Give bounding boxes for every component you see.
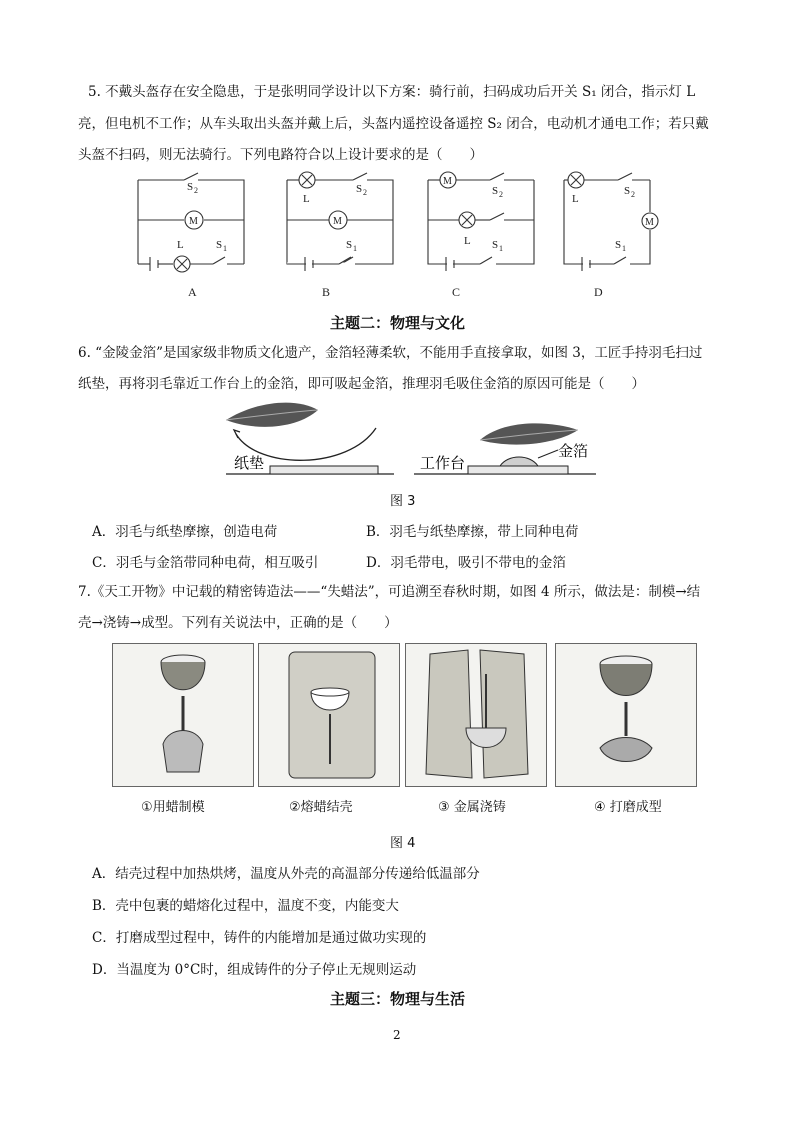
circuit-b-label: B	[322, 285, 331, 299]
panel-caption-3: ③ 金属浇铸	[438, 800, 506, 815]
circuit-diagrams	[120, 168, 680, 303]
c-s1-sub: 1	[499, 244, 503, 253]
pad-label: 纸垫	[234, 456, 265, 472]
q7-line-2: 壳→浇铸→成型。下列有关说法中，正确的是（ ）	[78, 615, 398, 631]
q7-option-b[interactable]: B．壳中包裹的蜡熔化过程中，温度不变，内能变大	[92, 898, 399, 914]
panel-metal-casting	[405, 643, 547, 787]
circuit-c-label: C	[452, 285, 461, 299]
q7-option-c[interactable]: C．打磨成型过程中，铸件的内能增加是通过做功实现的	[92, 930, 427, 946]
d-s1-label: S	[615, 239, 622, 251]
d-s2-sub: 2	[631, 190, 635, 199]
q5-line-1: 5. 不戴头盔存在安全隐患，于是张明同学设计以下方案：骑行前，扫码成功后开关 S₁ 闭合，指示灯 L	[88, 84, 696, 100]
q7-option-d[interactable]: D．当温度为 0°C时，组成铸件的分子停止无规则运动	[92, 962, 417, 978]
q6-option-c[interactable]: C．羽毛与金箔带同种电荷，相互吸引	[92, 555, 319, 571]
d-motor-label: M	[645, 217, 654, 228]
q5-line-3: 头盔不扫码，则无法骑行。下列电路符合以上设计要求的是（ ）	[78, 147, 483, 163]
a-s1-sub: 1	[223, 244, 227, 253]
b-motor-label: M	[333, 216, 342, 227]
foil-label: 金箔	[558, 444, 589, 460]
circuit-d-label: D	[594, 285, 603, 299]
c-s2-label: S	[492, 185, 499, 197]
c-lamp-label: L	[464, 235, 471, 247]
b-s2-label: S	[356, 183, 363, 195]
table-label: 工作台	[420, 456, 466, 472]
q7-line-1: 7.《天工开物》中记载的精密铸造法——“失蜡法”，可追溯至春秋时期，如图 4 所示，做法是：制模→结	[78, 584, 701, 600]
a-lamp-label: L	[177, 239, 184, 251]
panel-caption-1: ①用蜡制模	[141, 800, 205, 815]
b-s1-label: S	[346, 239, 353, 251]
q6-line-2: 纸垫，再将羽毛靠近工作台上的金箔，即可吸起金箔，推理羽毛吸住金箔的原因可能是（ ）	[78, 376, 645, 392]
figure-3	[218, 398, 598, 478]
theme3-heading: 主题三：物理与生活	[330, 990, 466, 1008]
panel-melt-shell	[258, 643, 400, 787]
b-lamp-label: L	[303, 193, 310, 205]
figure-3-caption: 图 3	[390, 494, 416, 509]
c-s1-label: S	[492, 239, 499, 251]
b-s1-sub: 1	[353, 244, 357, 253]
q6-option-a[interactable]: A．羽毛与纸垫摩擦，创造电荷	[92, 524, 278, 540]
d-s2-label: S	[624, 185, 631, 197]
panel-wax-model	[112, 643, 254, 787]
a-s2-label: S	[187, 181, 194, 193]
c-motor-label: M	[443, 176, 452, 187]
q5-line-2: 亮，但电机不工作；从车头取出头盔并戴上后，头盔内遥控设备遥控 S₂ 闭合，电动机才通电工作；若只戴	[78, 116, 709, 132]
q6-option-d[interactable]: D．羽毛带电，吸引不带电的金箔	[366, 555, 566, 571]
d-s1-sub: 1	[622, 244, 626, 253]
figure-4-caption: 图 4	[390, 836, 416, 851]
a-s2-sub: 2	[194, 186, 198, 195]
q6-option-b[interactable]: B．羽毛与纸垫摩擦，带上同种电荷	[366, 524, 579, 540]
theme2-heading: 主题二：物理与文化	[330, 314, 466, 332]
q7-option-a[interactable]: A．结壳过程中加热烘烤，温度从外壳的高温部分传递给低温部分	[92, 866, 480, 882]
panel-caption-2: ②熔蜡结壳	[289, 800, 353, 815]
a-motor-label: M	[189, 216, 198, 227]
d-lamp-label: L	[572, 193, 579, 205]
q6-line-1: 6. “金陵金箔”是国家级非物质文化遗产，金箔轻薄柔软，不能用手直接拿取，如图 3，工匠手持羽毛扫过	[78, 345, 703, 361]
panel-caption-4: ④ 打磨成型	[594, 800, 662, 815]
panel-polish	[555, 643, 697, 787]
circuit-a-label: A	[188, 285, 197, 299]
b-s2-sub: 2	[363, 188, 367, 197]
page-number: 2	[393, 1028, 401, 1042]
circuit-d	[564, 172, 658, 271]
c-s2-sub: 2	[499, 190, 503, 199]
a-s1-label: S	[216, 239, 223, 251]
